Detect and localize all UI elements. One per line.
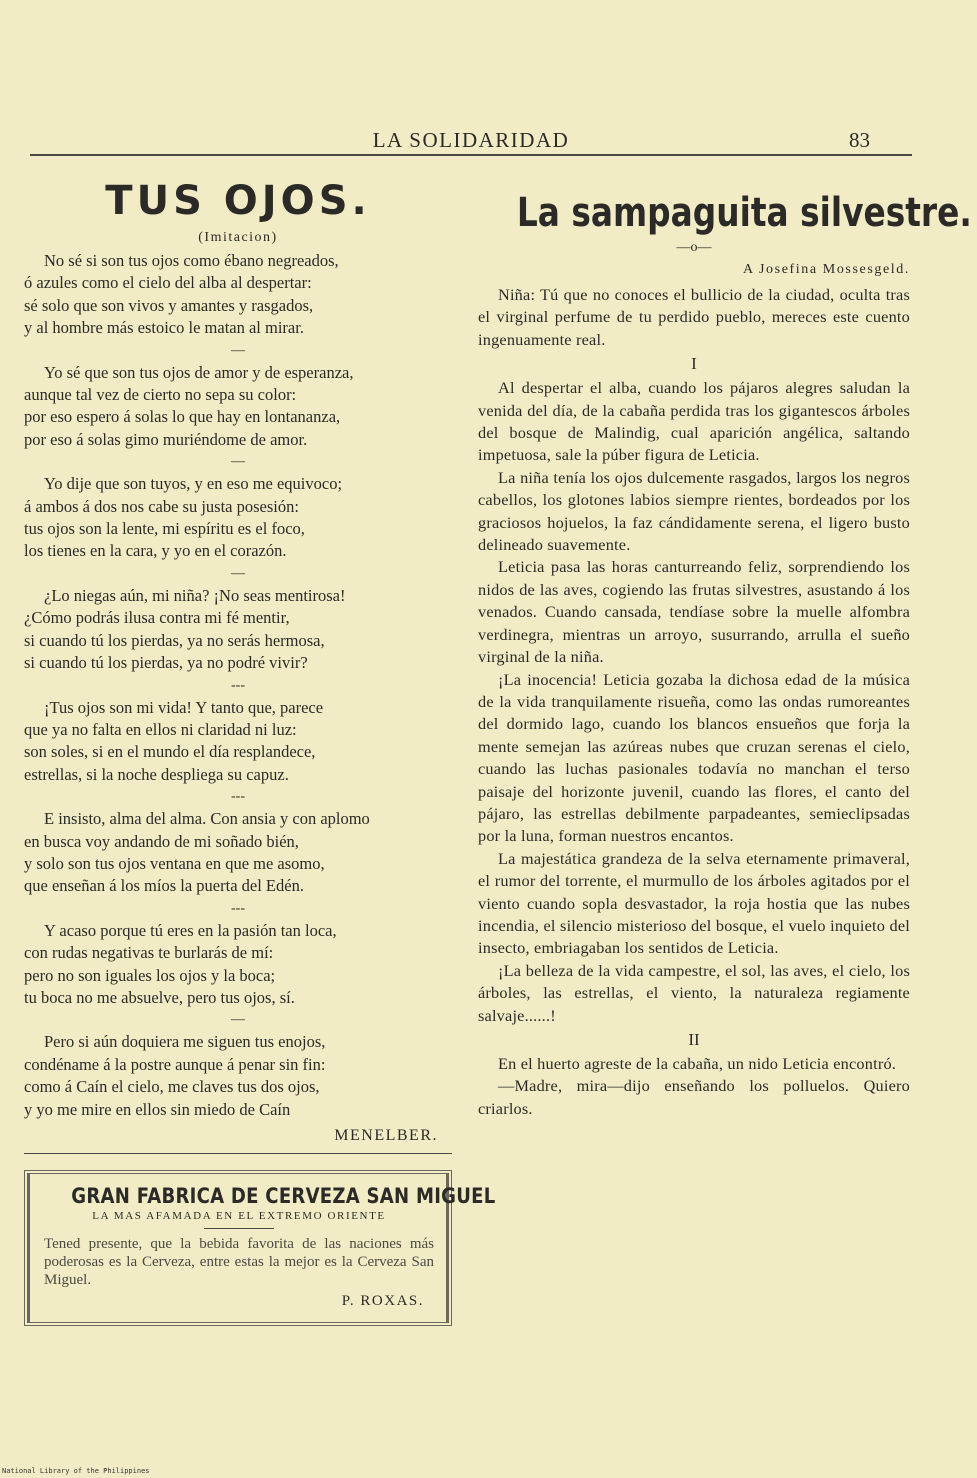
paragraph: ¡La inocencia! Leticia gozaba la dichosa edad de la música de la vida tranquilamente risueña, como las ondas rumoreantes del dormido lago, cuando los blancos ensueños que forja la mente semejan las azúreas nubes que cruzan serenas el cielo, cuando las luchas pasionales todavía no manchan el terso paisaje del horizonte juvenil, cuando las flores, el canto del pájaro, las estrellas debilmente parpadeantes, semieclipsadas por la luna, forman nuestros encantos.	[478, 669, 910, 846]
advertisement-inner	[27, 1173, 496, 1323]
verse: por eso espero á solas lo que hay en lontananza,	[24, 407, 341, 427]
verse: y al hombre más estoico le matan al mirar.	[24, 318, 304, 338]
verse: con rudas negativas te burlarás de mí:	[24, 943, 274, 963]
right-column	[478, 190, 972, 1120]
verse: pero no son iguales los ojos y la boca;	[24, 965, 276, 985]
poem-stanza	[24, 473, 452, 563]
poem-stanza	[24, 1031, 452, 1121]
verse: si cuando tú los pierdas, ya no serás hermosa,	[24, 630, 325, 650]
poem-author: MENELBER.	[334, 1127, 438, 1144]
stanza-separator: —	[231, 1012, 245, 1028]
stanza-separator: ---	[231, 789, 245, 805]
running-head	[30, 128, 912, 156]
stanza-separator: —	[231, 565, 245, 581]
verse: aunque tal vez de cierto no sepa su color:	[24, 385, 297, 405]
poem-subtitle: (Imitacion)	[198, 230, 278, 245]
footer-credit: National Library of the Philippines	[2, 1467, 150, 1475]
ad-signature: P. ROXAS.	[341, 1293, 424, 1309]
stanza-separator: ---	[231, 677, 245, 693]
poem-stanza	[24, 920, 452, 1010]
story-title: La sampaguita silvestre.	[516, 190, 972, 236]
verse: á ambos á dos nos cabe su justa posesión:	[24, 496, 299, 516]
ad-text: Tened presente, que la bebida favorita de las naciones más poderosas es la Cerveza, entre estas la mejor es la Cerveza San Miguel.	[44, 1236, 434, 1288]
stanza-separator: ---	[231, 900, 245, 916]
verse: en busca voy andando de mi soñado bién,	[24, 831, 299, 851]
verse: si cuando tú los pierdas, ya no podré vivir?	[24, 653, 308, 673]
poem-stanza	[24, 697, 452, 787]
paragraph: ¡La belleza de la vida campestre, el sol, las aves, el cielo, los árboles, las estrellas, el viento, la naturaleza regiamente salvaje......!	[478, 960, 910, 1025]
verse: Pero si aún doquiera me siguen tus enojos,	[44, 1032, 326, 1052]
stanza-separator: —	[231, 454, 245, 470]
poem-stanza	[24, 585, 452, 675]
verse: tu boca no me absuelve, pero tus ojos, sí.	[24, 987, 295, 1007]
verse: estrellas, si la noche despliega su capuz.	[24, 764, 289, 784]
verse: son soles, si en el mundo el día resplandece,	[24, 742, 316, 762]
verse: sé solo que son vivos y amantes y rasgados,	[24, 295, 314, 315]
paragraph: Leticia pasa las horas canturreando feliz, sorprendiendo los nidos de las aves, cogiendo las frutas silvestres, asustando á los venados. Cuando cansada, tendíase sobre la muelle alfombra verdinegra, mientras un arroyo, susurrando, arrulla el sueño virginal de la niña.	[478, 557, 910, 667]
paragraph: En el huerto agreste de la cabaña, un nido Leticia encontró.	[498, 1054, 897, 1073]
verse: como á Caín el cielo, me claves tus dos ojos,	[24, 1077, 320, 1097]
poem-title: TUS OJOS.	[105, 178, 371, 224]
verse: E insisto, alma del alma. Con ansia y con aplomo	[44, 809, 370, 829]
poem-stanza	[24, 250, 452, 340]
verse: ¿Cómo podrás ilusa contra mi fé mentir,	[24, 608, 290, 628]
paragraph: La majestática grandeza de la selva eternamente primaveral, el rumor del torrente, el murmullo de los árboles agitados por el viento cuando sopla desvastador, la roja hostia que las nubes incendia, el silencio misterioso del bosque, el vuelo inquieto del insecto, embriagaban los sentidos de Leticia.	[478, 848, 910, 958]
verse: que ya no falta en ellos ni claridad ni luz:	[24, 719, 297, 739]
poem-stanza	[24, 808, 452, 898]
page-number: 83	[849, 128, 870, 152]
verse: ¿Lo niegas aún, mi niña? ¡No seas mentirosa!	[44, 585, 346, 605]
verse: Yo dije que son tuyos, y en eso me equivoco;	[44, 474, 343, 494]
ad-title: GRAN FABRICA DE CERVEZA SAN MIGUEL	[71, 1184, 496, 1208]
title-ornament: —o—	[676, 240, 712, 255]
divider	[24, 1153, 452, 1154]
verse: Y acaso porque tú eres en la pasión tan loca,	[44, 920, 337, 940]
paragraph: La niña tenía los ojos dulcemente rasgados, largos los negros cabellos, los glotones labios siempre rientes, bordeados por los graciosos hojuelos, la faz cándidamente serena, el ligero busto delineado suavemente.	[478, 467, 910, 555]
verse: Yo sé que son tus ojos de amor y de esperanza,	[44, 362, 354, 382]
verse: condéname á la postre aunque á penar sin fin:	[24, 1054, 326, 1074]
section-number: II	[688, 1030, 700, 1049]
dedication: A Josefina Mossesgeld.	[742, 262, 910, 277]
verse: y yo me mire en ellos sin miedo de Caín	[24, 1099, 291, 1119]
journal-name: LA SOLIDARIDAD	[372, 128, 570, 152]
paragraph: Al despertar el alba, cuando los pájaros alegres saludan la venida del día, de la cabaña perdida tras los gigantescos árboles del bosque de Malindig, cual aparición angélica, saltando impetuosa, sale la púber figura de Leticia.	[478, 378, 910, 465]
ad-subtitle: LA MAS AFAMADA EN EL EXTREMO ORIENTE	[92, 1210, 386, 1222]
paragraph: —Madre, mira—dijo enseñando los polluelos. Quiero criarlos.	[478, 1076, 910, 1118]
verse: ¡Tus ojos son mi vida! Y tanto que, parece	[44, 697, 324, 717]
verse: ó azules como el cielo del alba al despertar:	[24, 273, 312, 293]
verse: por eso á solas gimo muriéndome de amor.	[24, 429, 308, 449]
stanza-separator: —	[231, 342, 245, 358]
divider	[204, 1228, 274, 1229]
poem-stanza	[24, 362, 452, 452]
section-number: I	[691, 354, 697, 374]
verse: No sé si son tus ojos como ébano negreados,	[44, 251, 339, 270]
advertisement-box	[24, 1170, 496, 1326]
paragraph: Niña: Tú que no conoces el bullicio de la ciudad, oculta tras el virginal perfume de tu perdido pueblo, mereces este cuento ingenuamente real.	[478, 285, 910, 349]
left-column	[24, 178, 496, 1326]
verse: los tienes en la cara, y yo en el corazón.	[24, 541, 287, 561]
verse: que enseñan á los míos la puerta del Edén.	[24, 876, 304, 896]
verse: y solo son tus ojos ventana en que me asomo,	[24, 853, 325, 873]
verse: tus ojos son la lente, mi espíritu es el foco,	[24, 519, 305, 539]
